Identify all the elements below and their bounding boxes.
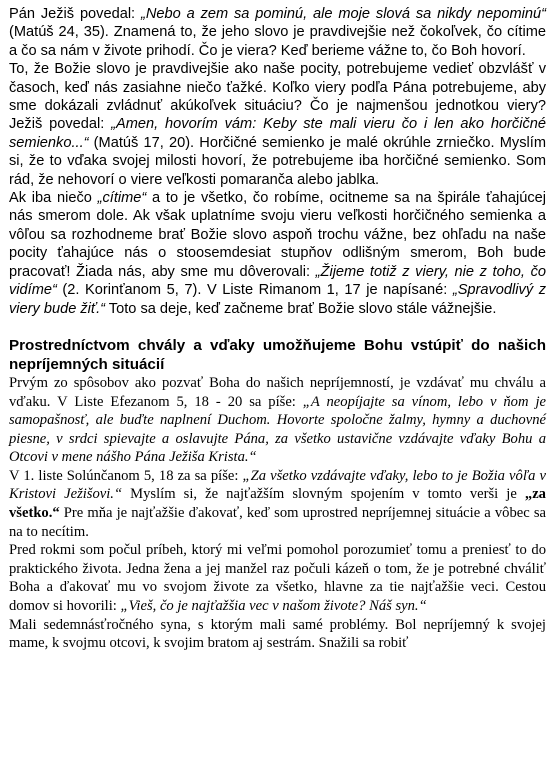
- quote: „Nebo a zem sa pominú, ale moje slová sa nikdy nepominú“: [140, 6, 546, 22]
- text-run: Pán Ježiš povedal:: [9, 6, 141, 22]
- text-run: Mali sedemnásťročného syna, s ktorým mali samé problémy. Bol nepríjemný k svojej mame, k svojmu otcovi, k svojim bratom aj sestrám. Snažili sa robiť: [9, 616, 546, 652]
- quote: „Za všetko vzdávajte vďaky, lebo to je Božia vôľa v Kristovi Ježišovi.“: [9, 467, 546, 503]
- paragraph: [9, 374, 546, 467]
- section-intro: [9, 5, 546, 318]
- text-run: (Matúš 17, 20). Horčičné semienko je malé okrúhle zrniečko. Myslím si, že to vďaka svojej milosti hovorí, že potrebujeme iba horčičné semienko. Som rád, že nehovorí o viere veľkosti pomaranča alebo jablka.: [9, 134, 546, 188]
- quote: „Spravodlivý z viery bude žiť.“: [9, 282, 546, 317]
- bold-text: „za všetko.“: [9, 486, 546, 522]
- text-run: To, že Božie slovo je pravdivejšie ako naše pocity, potrebujeme vedieť obzvlášť v časoch, keď nás zasiahne niečo ťažké. Koľko viery podľa Pána potrebujeme, aby sme dokázali zvládnuť akúkoľvek situáciu? Čo je najmenšou jednotkou viery? Ježiš povedal:: [9, 61, 546, 133]
- text-run: Ak iba niečo: [9, 190, 98, 207]
- quote: „A neopíjajte sa vínom, lebo v ňom je samopašnosť, ale buďte naplnení Duchom. Hovorte spoločne žalmy, hymny a duchovné piesne, v srdci spievajte a oslavujte Pána, za všetko ustavične vzdávajte vďaky Bohu a Otcovi v mene nášho Pána Ježiša Krista.“: [9, 393, 546, 466]
- paragraph: [9, 189, 546, 318]
- text-run: Myslím si, že najťažším slovným spojením v tomto verši je: [122, 486, 525, 503]
- text-run: (2. Korinťanom 5, 7). V Liste Rimanom 1, 17 je napísané:: [56, 282, 453, 299]
- paragraph: [9, 616, 546, 653]
- paragraph: [9, 467, 546, 541]
- paragraph: [9, 541, 546, 615]
- text-run: Pre mňa je najťažšie ďakovať, keď som uprostred nepríjemnej situácie a vôbec sa na to necítim.: [9, 505, 546, 540]
- quote: „cítime“: [97, 190, 147, 207]
- paragraph: [9, 5, 546, 60]
- paragraph: [9, 60, 546, 189]
- quote: „Amen, hovorím vám: Keby ste mali vieru čo i len ako horčičné semienko...“: [9, 116, 546, 151]
- text-run: (Matúš 24, 35). Znamená to, že jeho slovo je pravdivejšie než čokoľvek, čo cítime a čo sa nám v živote prihodí. Čo je viera? Keď berieme vážne to, čo Boh hovorí.: [9, 24, 546, 59]
- text-run: Toto sa deje, keď začneme brať Božie slovo stále vážnejšie.: [105, 300, 497, 317]
- text-run: a to je všetko, čo robíme, ocitneme sa na špirále ťahajúcej nás smerom dole. Ak však uplatníme svoju vieru veľkosti horčičného semienka a vôľou sa rozhodneme brať Božie slovo aspoň trochu vážne, bez ohľadu na naše pocity ťahajúce nás o stoosemdesiat stupňov odlišným smerom, Boh bude pracovať! Žiada nás, aby sme mu dôverovali:: [9, 190, 546, 280]
- text-run: Prvým zo spôsobov ako pozvať Boha do našich nepríjemností, je vzdávať mu chválu a vďaku. V Liste Efezanom 5, 18 - 20 sa píše:: [9, 374, 546, 410]
- quote: „Vieš, čo je najťažšia vec v našom živote? Náš syn.“: [120, 598, 427, 615]
- section-body: [9, 374, 546, 653]
- text-run: Pred rokmi som počul príbeh, ktorý mi veľmi pomohol porozumieť tomu a preniesť to do praktického života. Jedna žena a jej manžel raz počuli kázeň o tom, že je potrebné chváliť Boha a ďakovať mu vo svojom živote za všetko, hlavne za tie najťažšie veci. Cestou domov si hovorili:: [9, 542, 546, 615]
- section-heading: Prostredníctvom chvály a vďaky umožňujeme Bohu vstúpiť do našich nepríjemných situácií: [9, 336, 546, 373]
- document-page: [9, 5, 546, 653]
- quote: „Žijeme totiž z viery, nie z toho, čo vidíme“: [9, 263, 546, 299]
- text-run: V 1. liste Solúnčanom 5, 18 za sa píše:: [9, 467, 243, 484]
